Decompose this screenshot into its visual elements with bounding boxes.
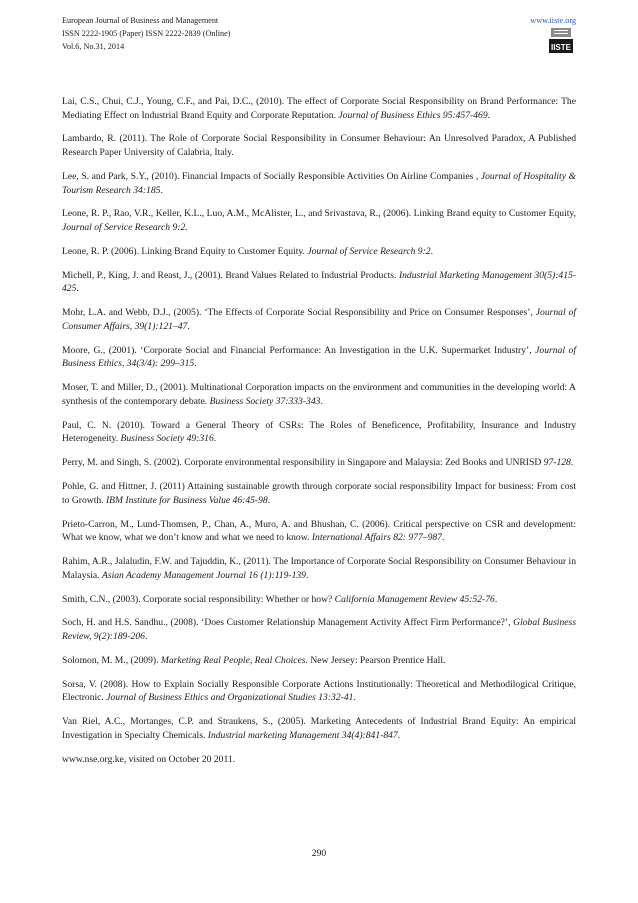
reference-source: Global Business Review, 9(2):189-206 <box>62 617 576 643</box>
issn-line: ISSN 2222-1905 (Paper) ISSN 2222-2839 (Online) <box>62 29 231 38</box>
reference-tail: . <box>570 457 574 469</box>
reference-item <box>62 132 576 159</box>
reference-text: Mohr, L.A. and Webb, D.J., (2005). ‘The Effects of Corporate Social Responsibility and Price on Consumer Responses’, <box>62 307 536 319</box>
reference-source: Journal of Business Ethics, 34(3/4): 299–315 <box>62 344 576 370</box>
reference-source: International Affairs 82: 977–987 <box>311 532 442 544</box>
reference-text: Prieto-Carron, M., Lund-Thomsen, P., Chan, A., Muro, A. and Bhushan, C. (2006). Critical perspective on CSR and development: What we know, what we don’t know and what we need to know. <box>62 518 576 544</box>
reference-item <box>62 269 576 296</box>
reference-source: Business Society 49:316 <box>120 433 214 445</box>
volume-line: Vol.6, No.31, 2014 <box>62 42 125 51</box>
reference-text: Paul, C. N. (2010). Toward a General Theory of CSRs: The Roles of Beneficence, Profitability, Insurance and Industry Heterogeneity. <box>62 419 576 445</box>
reference-tail: . <box>213 433 217 445</box>
reference-item <box>62 344 576 371</box>
reference-source: Business Society 37:333-343 <box>209 395 321 407</box>
reference-tail: . <box>441 532 445 544</box>
reference-source: Journal of Hospitality & Tourism Research 34:185 <box>62 170 576 196</box>
reference-item <box>62 593 576 607</box>
reference-list <box>62 95 576 777</box>
reference-tail: . <box>397 729 401 741</box>
website-link[interactable]: www.iiste.org <box>530 16 576 25</box>
reference-item <box>62 555 576 582</box>
reference-text: Rahim, A.R., Jalaludin, F.W. and Tajuddin, K., (2011). The Importance of Corporate Social Responsibility on Consumer Behaviour in Malaysia. <box>62 556 576 581</box>
reference-item <box>62 419 576 446</box>
reference-source: Journal of Business Ethics and Organizational Studies 13:32-41 <box>106 692 354 704</box>
reference-source: Industrial Marketing Management 30(5):415-425 <box>62 269 576 295</box>
reference-source: 97-128 <box>543 457 571 469</box>
reference-item <box>62 678 576 705</box>
reference-source: Journal of Service Research 9:2. <box>62 222 188 234</box>
reference-item <box>62 381 576 408</box>
reference-tail: . <box>76 283 79 295</box>
reference-item <box>62 753 576 767</box>
reference-text: Moser, T. and Miller, D., (2001). Multinational Corporation impacts on the environment and communities in the developing world: A synthesis of the contemporary debate. <box>62 382 576 407</box>
reference-text: Perry, M. and Singh, S. (2002). Corporate environmental responsibility in Singapore and Malaysia: Zed Books and UNRISD <box>62 457 544 469</box>
reference-tail: . <box>144 631 148 643</box>
reference-tail: . <box>320 395 323 407</box>
reference-item <box>62 654 576 668</box>
reference-item <box>62 95 576 122</box>
reference-text: Soch, H. and H.S. Sandhu., (2008). ‘Does Customer Relationship Management Activity Affect Firm Performance?’, <box>62 617 514 629</box>
reference-source: Asian Academy Management Journal 16 (1):119-139 <box>101 569 306 581</box>
reference-source: Journal of Consumer Affairs, 39(1):121–47 <box>62 307 576 332</box>
reference-tail: . <box>353 692 356 704</box>
reference-text: Pohle, G. and Hittner, J. (2011) Attaining sustainable growth through corporate social responsibility Impact for business: From cost to Growth. <box>62 481 576 506</box>
iiste-logo-icon <box>548 27 574 55</box>
reference-item <box>62 480 576 507</box>
reference-text: Sorsa, V. (2008). How to Explain Socially Responsible Corporate Actions Institutionally: Theoretical and Methodilogical Critique, Electronic. <box>62 678 576 704</box>
reference-tail: . <box>430 245 434 257</box>
reference-text: Leone, R. P., Rao, V.R., Keller, K.L., Luo, A.M., McAlister, L., and Srivastava, R., (2006). Linking Brand equity to Customer Equity, <box>62 208 576 220</box>
reference-tail: . <box>267 494 271 506</box>
reference-source: Journal of Service Research 9:2 <box>307 245 431 257</box>
reference-item <box>62 306 576 333</box>
reference-item <box>62 616 576 643</box>
reference-text: Lambardo, R. (2011). The Role of Corporate Social Responsibility in Consumer Behaviour: An Unresolved Paradox, A Published Research Paper University of Calabria, Italy. <box>62 133 576 159</box>
svg-text:IISTE: IISTE <box>550 43 572 52</box>
page-number: 290 <box>311 848 327 859</box>
reference-text: Van Riel, A.C., Mortanges, C.P. and Straukens, S., (2005). Marketing Antecedents of Industrial Brand Equity: An empirical Investigation in Specialty Chemicals. <box>62 716 576 741</box>
reference-source: California Management Review 45:52-76 <box>334 593 495 605</box>
journal-title: European Journal of Business and Management <box>62 16 219 25</box>
reference-text: Michell, P., King, J. and Reast, J., (2001). Brand Values Related to Industrial Products. <box>62 269 399 281</box>
reference-item <box>62 518 576 545</box>
reference-source: Journal of Business Ethics 95:457-469 <box>338 109 488 121</box>
reference-text: Moore, G., (2001). ‘Corporate Social and Financial Performance: An Investigation in the U.K. Supermarket Industry’, <box>62 344 536 356</box>
reference-text: Leone, R. P. (2006). Linking Brand Equity to Customer Equity. <box>62 245 308 257</box>
reference-text: Solomon, M. M., (2009). <box>62 654 161 666</box>
reference-item <box>62 715 576 742</box>
reference-tail: . <box>187 320 190 332</box>
reference-tail: . <box>194 358 197 370</box>
reference-tail: New Jersey: Pearson Prentice Hall. <box>307 654 446 666</box>
reference-item <box>62 207 576 234</box>
reference-tail: . <box>160 184 163 196</box>
reference-text: Lai, C.S., Chui, C.J., Young, C.F., and Pai, D.C., (2010). The effect of Corporate Social Responsibility on Brand Performance: The Mediating Effect on Industrial Brand Equity and Corporate Reputation. <box>62 96 576 121</box>
reference-item <box>62 456 576 470</box>
reference-tail: . <box>305 569 309 581</box>
reference-text: Smith, C.N., (2003). Corporate social responsibility: Whether or how? <box>62 593 335 605</box>
reference-text: www.nse.org.ke, visited on October 20 2011. <box>62 753 236 765</box>
reference-tail: . <box>487 109 491 121</box>
reference-text: Lee, S. and Park, S.Y., (2010). Financial Impacts of Socially Responsible Activities On Airline Companies , <box>62 170 481 182</box>
reference-source: Industrial marketing Management 34(4):841-847 <box>207 729 398 741</box>
reference-item <box>62 170 576 197</box>
reference-source: IBM Institute for Business Value 46:45-98 <box>105 494 268 506</box>
reference-tail: . <box>494 593 498 605</box>
reference-item <box>62 245 576 259</box>
reference-source: Marketing Real People, Real Choices. <box>160 654 308 666</box>
page-header <box>62 14 576 76</box>
